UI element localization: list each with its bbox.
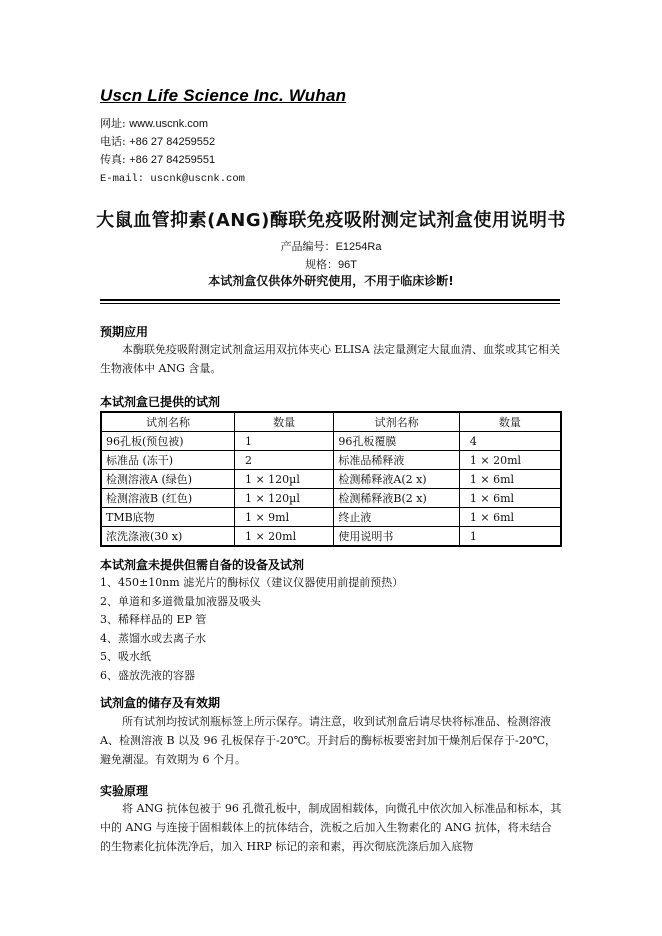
reagents-table <box>100 411 562 547</box>
reagent-quantity: 1 × 20ml <box>459 451 561 470</box>
contact-website <box>100 115 245 133</box>
table-row <box>101 489 561 508</box>
equipment-list <box>100 574 403 685</box>
table-row <box>101 508 561 527</box>
principle-text: 将 ANG 抗体包被于 96 孔微孔板中，制成固相载体，向微孔中依次加入标准品和标本，其中的 ANG 与连接于固相载体上的抗体结合，洗板之后加入生物素化的 ANG 抗体，将未结合的生物素化抗体洗净后，加入 HRP 标记的亲和素，再次彻底洗涤后加入底物 <box>100 802 562 853</box>
column-header: 试剂名称 <box>101 412 234 432</box>
intended-use-heading: 预期应用 <box>100 325 149 339</box>
reagent-name: 检测溶液A (绿色) <box>101 470 234 489</box>
table-header-row <box>101 412 561 432</box>
reagent-name: 96孔板覆膜 <box>334 432 459 451</box>
phone-value: +86 27 84259552 <box>129 136 216 148</box>
storage-heading: 试剂盒的储存及有效期 <box>100 696 221 710</box>
divider <box>100 303 560 304</box>
contact-phone <box>100 133 245 151</box>
reagent-quantity: 1 × 6ml <box>459 470 561 489</box>
reagent-name: 检测稀释液A(2 x) <box>334 470 459 489</box>
reagent-name: TMB底物 <box>101 508 234 527</box>
column-header: 数量 <box>459 412 561 432</box>
reagent-quantity: 4 <box>459 432 561 451</box>
list-item: 5、吸水纸 <box>100 650 151 663</box>
list-item: 1、450±10nm 滤光片的酶标仪（建议仪器使用前提前预热） <box>100 576 404 589</box>
contact-fax <box>100 151 245 169</box>
reagent-quantity: 1 × 20ml <box>234 527 333 547</box>
contact-block <box>100 115 245 188</box>
column-header: 数量 <box>234 412 333 432</box>
company-name: Uscn Life Science Inc. Wuhan <box>100 86 347 105</box>
product-number <box>0 238 662 254</box>
reagent-name: 标准品稀释液 <box>334 451 459 470</box>
reagent-quantity: 2 <box>234 451 333 470</box>
document-title: 大鼠血管抑素(ANG)酶联免疫吸附测定试剂盒使用说明书 <box>96 210 566 231</box>
reagent-name: 浓洗涤液(30 x) <box>101 527 234 547</box>
reagent-quantity: 1 × 120µl <box>234 470 333 489</box>
table-row <box>101 432 561 451</box>
not-provided-heading: 本试剂盒未提供但需自备的设备及试剂 <box>100 558 305 572</box>
reagent-name: 96孔板(预包被) <box>101 432 234 451</box>
list-item: 4、蒸馏水或去离子水 <box>100 631 206 645</box>
list-item: 6、盛放洗液的容器 <box>100 668 195 682</box>
table-row <box>101 451 561 470</box>
product-number-label: 产品编号： <box>280 240 336 253</box>
email-link[interactable]: uscnk@uscnk.com <box>150 173 245 185</box>
list-item: 2、单道和多道微量加液器及吸头 <box>100 594 261 608</box>
reagent-name: 使用说明书 <box>334 527 459 547</box>
contact-email <box>100 169 245 188</box>
contact-label: E-mail: <box>100 173 151 185</box>
specification <box>0 256 662 272</box>
specification-label: 规格： <box>305 258 339 271</box>
reagent-quantity: 1 × 6ml <box>459 489 561 508</box>
research-use-warning: 本试剂盒仅供体外研究使用，不用于临床诊断! <box>208 274 454 288</box>
column-header: 试剂名称 <box>334 412 459 432</box>
list-item: 3、稀释样品的 EP 管 <box>100 613 207 626</box>
reagent-quantity: 1 × 120µl <box>234 489 333 508</box>
contact-label: 电话: <box>100 135 130 148</box>
website-link[interactable]: www.uscnk.com <box>129 118 209 130</box>
contact-label: 网址: <box>100 117 130 130</box>
table-row <box>101 470 561 489</box>
provided-reagents-heading: 本试剂盒已提供的试剂 <box>100 395 221 409</box>
reagent-name: 检测稀释液B(2 x) <box>334 489 459 508</box>
reagent-name: 检测溶液B (红色) <box>101 489 234 508</box>
fax-value: +86 27 84259551 <box>129 154 216 166</box>
reagent-quantity: 1 × 9ml <box>234 508 333 527</box>
divider <box>100 299 560 301</box>
storage-text: 所有试剂均按试剂瓶标签上所示保存。请注意，收到试剂盒后请尽快将标准品、检测溶液 A、检测溶液 B 以及 96 孔板保存于-20℃。开封后的酶标板要密封加干燥剂后保存于-20℃，避免潮湿。有效期为 6 个月。 <box>100 715 557 766</box>
table-row <box>101 527 561 547</box>
reagent-quantity: 1 <box>234 432 333 451</box>
specification-value: 96T <box>338 259 357 271</box>
reagent-quantity: 1 <box>459 527 561 547</box>
reagent-name: 终止液 <box>334 508 459 527</box>
reagent-quantity: 1 × 6ml <box>459 508 561 527</box>
principle-heading: 实验原理 <box>100 784 149 798</box>
contact-label: 传真: <box>100 153 130 166</box>
product-number-value: E1254Ra <box>335 241 382 253</box>
reagent-name: 标准品 (冻干) <box>101 451 234 470</box>
intended-use-text: 本酶联免疫吸附测定试剂盒运用双抗体夹心 ELISA 法定量测定大鼠血清、血浆或其它相关生物液体中 ANG 含量。 <box>100 343 561 375</box>
